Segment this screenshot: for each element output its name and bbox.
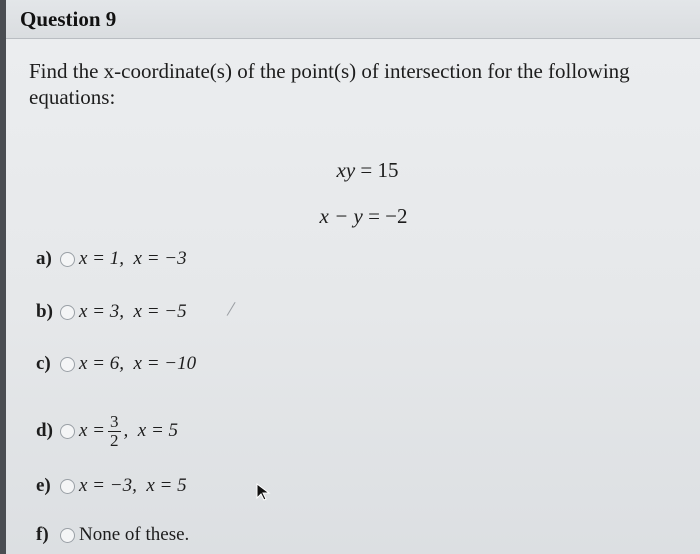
equation-2 bbox=[309, 179, 408, 229]
mouse-cursor-icon bbox=[255, 483, 271, 506]
option-b-text: x = 3, x = −5 bbox=[79, 301, 187, 322]
equation-1 bbox=[326, 133, 399, 183]
option-d-radio[interactable] bbox=[60, 424, 75, 439]
option-d-post: , x = 5 bbox=[123, 420, 179, 441]
equation-2-lhs: x − y bbox=[319, 204, 363, 228]
option-f-radio[interactable] bbox=[60, 528, 75, 543]
option-c-text: x = 6, x = −10 bbox=[79, 353, 197, 374]
option-e-letter: e) bbox=[36, 475, 51, 496]
option-f[interactable] bbox=[36, 520, 189, 550]
option-e-radio[interactable] bbox=[60, 479, 75, 494]
option-d[interactable] bbox=[36, 413, 178, 449]
option-e-text: x = −3, x = 5 bbox=[79, 475, 187, 496]
option-f-letter: f) bbox=[36, 524, 49, 545]
option-a-radio[interactable] bbox=[60, 252, 75, 267]
equation-1-rhs: = 15 bbox=[360, 158, 399, 182]
pencil-slash-mark: / bbox=[225, 295, 237, 322]
equation-2-rhs: = −2 bbox=[368, 204, 408, 228]
question-header bbox=[6, 0, 700, 39]
option-b-radio[interactable] bbox=[60, 305, 75, 320]
option-a-text: x = 1, x = −3 bbox=[79, 248, 187, 269]
option-b[interactable] bbox=[36, 297, 187, 327]
option-d-fraction bbox=[108, 413, 121, 450]
option-a[interactable] bbox=[36, 244, 187, 274]
option-c-radio[interactable] bbox=[60, 357, 75, 372]
option-c[interactable] bbox=[36, 349, 196, 379]
option-b-letter: b) bbox=[36, 301, 53, 322]
equation-1-lhs: xy bbox=[336, 158, 356, 182]
option-d-pre: x = bbox=[79, 420, 106, 441]
question-prompt: Find the x-coordinate(s) of the point(s) of intersection for the following equations: bbox=[29, 59, 630, 109]
option-a-letter: a) bbox=[36, 248, 52, 269]
option-d-numerator: 3 bbox=[110, 411, 119, 431]
option-d-denominator: 2 bbox=[110, 430, 119, 450]
question-title: Question 9 bbox=[20, 7, 117, 31]
option-c-letter: c) bbox=[36, 353, 51, 374]
option-e[interactable] bbox=[36, 471, 187, 501]
option-d-letter: d) bbox=[36, 420, 53, 441]
option-f-text: None of these. bbox=[79, 524, 190, 545]
